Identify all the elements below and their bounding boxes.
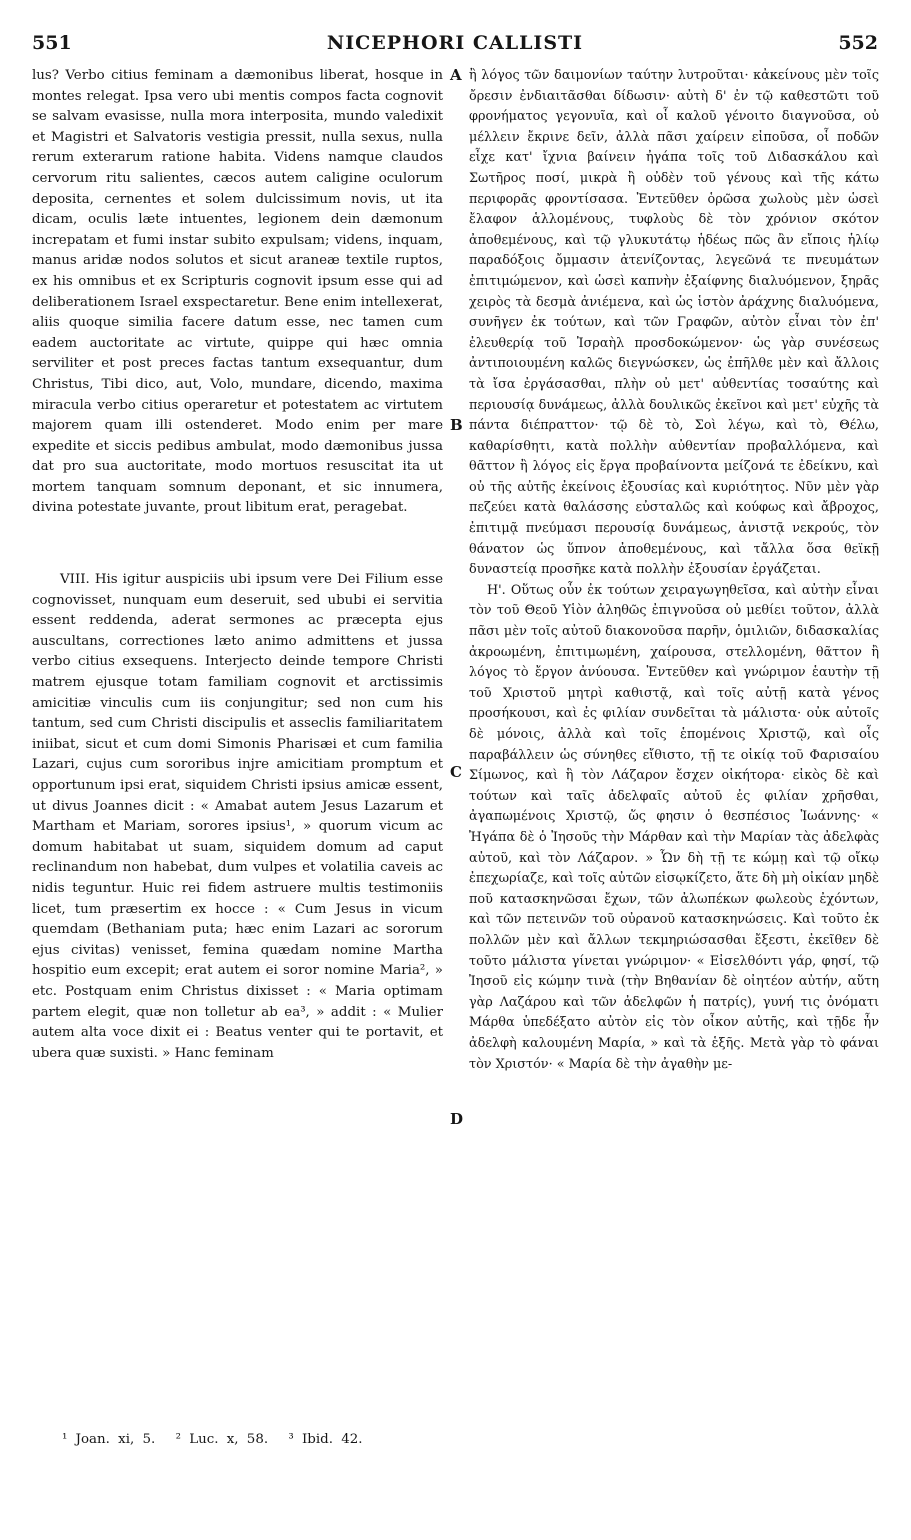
greek-column bbox=[469, 66, 879, 1075]
footnote: ² Luc. x, 58. bbox=[175, 1432, 269, 1447]
latin-column bbox=[32, 66, 443, 1064]
margin-letter-b: B bbox=[450, 416, 463, 434]
left-page-number: 551 bbox=[32, 32, 72, 54]
footnotes bbox=[62, 1432, 375, 1447]
latin-paragraph: lus? Verbo citius feminam a dæmonibus liberat, hosque in montes relegat. Ipsa vero ubi mentis compos facta cognovit se salvam evasisse, nulla mora interposita, mundo valedixit et Magistri et Salvatoris vestigia pressit, nulla sexus, nulla rerum exterarum ratione habita. Videns namque claudos cervorum ritu salientes, cæcos autem caligine oculorum deposita, cernentes et solem dulcissimum novis, ut ita dicam, oculis læte intuentes, legionem dein dæmonum increpatam et fumi instar subito expulsam; videns, inquam, manus aridæ nodos solutos et sicut araneæ textile ruptos, ex his omnibus et ex Scripturis cognovit ipsum esse qui ad deliberationem Israel exspectaretur. Bene enim intellexerat, aliis quoque similia facere datum esse, nec tamen cum eadem auctoritate ac virtute, quippe qui hæc omnia serviliter et post preces factas tantum exsequantur, dum Christus, Tibi dico, aut, Volo, mundare, dicendo, maxima miracula verbo citius operaretur et potestatem ac virtutem majorem quam illi ostenderet. Modo enim per mare expedite et siccis pedibus ambulat, modo dæmonibus jussa dat pro sua auctoritate, modo mortuos resuscitat ita ut mortem tanquam somnum deponant, et sic innumera, divina potestate juvante, prout libitum erat, peragebat. bbox=[32, 68, 443, 516]
greek-paragraph: Η'. Οὕτως οὖν ἐκ τούτων χειραγωγηθεῖσα, καὶ αὐτὴν εἶναι τὸν τοῦ Θεοῦ Υἱὸν ἀληθῶς ἐπιγνοῦσα οὐ μεθίει τοῦτον, ἀλλὰ πᾶσι μὲν τοῖς αὐτοῦ διακονοῦσα παρῆν, ὁμιλιῶν, διδασκαλίας ἀκροωμένη, ἐπιτιμωμένη, χαίρουσα, στελλομένη, θᾶττον ἢ λόγος τὸ ἔργον ἀνύουσα. Ἐντεῦθεν καὶ γνώριμον ἑαυτὴν τῇ τοῦ Χριστοῦ μητρὶ καθιστᾷ, καὶ τοῖς αὐτῇ κατὰ γένος προσήκουσι, καὶ ἐς φιλίαν συνδεῖται τὰ μάλιστα· οὐκ αὐτοῖς δὲ μόνοις, ἀλλὰ καὶ τοῖς ἑπομένοις Χριστῷ, καὶ οἷς παραβάλλειν ὡς σύνηθες εἴθιστο, τῇ τε οἰκίᾳ τοῦ Φαρισαίου Σίμωνος, καὶ ἣ τὸν Λάζαρον ἔσχεν οἰκήτορα· εἰκὸς δὲ καὶ τούτων καὶ ταῖς ἀδελφαῖς αὐτοῦ ἐς φιλίαν χρῆσθαι, ἀγαπωμένοις Χριστῷ, ὥς φησιν ὁ θεσπέσιος Ἰωάννης· « Ἠγάπα δὲ ὁ Ἰησοῦς τὴν Μάρθαν καὶ τὴν Μαρίαν τὰς ἀδελφὰς αὐτοῦ, καὶ τὸν Λάζαρον. » Ὧν δὴ τῇ τε κώμῃ καὶ τῷ οἴκῳ ἐπεχωρίαζε, καὶ τοῖς αὐτῶν εἰσῳκίζετο, ἅτε δὴ μὴ οἰκίαν μηδὲ ποῦ κατασκηνῶσαι ἔχων, τῶν ἀλωπέκων φωλεοὺς ἐχόντων, καὶ τῶν πετεινῶν τοῦ οὐρανοῦ κατασκηνώσεις. Καὶ τοῦτο ἐκ πολλῶν μὲν καὶ ἄλλων τεκμηριώσασθαι ἔξεστι, ἐκεῖθεν δὲ τοῦτο μάλιστα γίνεται γνώριμον· « Εἰσελθόντι γάρ, φησί, τῷ Ἰησοῦ εἰς κώμην τινὰ (τὴν Βηθανίαν δὲ οἰητέον αὐτήν, αὕτη γὰρ Λαζάρου καὶ τῶν ἀδελφῶν ἡ πατρίς), γυνή τις ὀνόματι Μάρθα ὑπεδέξατο αὐτὸν εἰς τὸν οἶκον αὐτῆς, καὶ τῇδε ἦν ἀδελφὴ καλουμένη Μαρία, » καὶ τὰ ἑξῆς. Μετὰ γὰρ τὸ φάναι τὸν Χριστόν· « Μαρία δὲ τὴν ἀγαθὴν με- bbox=[469, 582, 879, 1072]
latin-paragraph: VIII. His igitur auspiciis ubi ipsum vere Dei Filium esse cognovisset, nunquam eum deseruit, sed ububi ei servitia essent reddenda, aderat sermones ac præcepta ejus auscultans, correctiones læto animo admittens et jussa verbo citius exsequens. Interjecto deinde tempore Christi matrem ejusque totam familiam cognovit et arctissimis amicitiæ vinculis cum iis conjungitur; sed non cum his tantum, sed cum Christi discipulis et asseclis familiaritatem iniibat, sicut et cum domi Simonis Pharisæi et cum familia Lazari, cujus cum sororibus injre amicitiam promptum et opportunum ipsi erat, siquidem Christi ipsius amicæ essent, ut divus Joannes dicit : « Amabat autem Jesus Lazarum et Martham et Mariam, sorores ipsius¹, » quorum vicum ac domum habitabat ut suam, siquidem domum ad caput reclinandum non habebat, dum vulpes et volatilia caveis ac nidis teguntur. Huic rei fidem astruere multis testimoniis licet, tum præsertim ex hocce : « Cum Jesus in vicum quemdam (Bethaniam puta; hæc enim Lazari ac sororum ejus civitas) venisset, femina quædam nomine Martha hospitio eum excepit; erat autem ei soror nomine Maria², » etc. Postquam enim Christus dixisset : « Maria optimam partem elegit, quæ non tolletur ab ea³, » addit : « Mulier autem alta voce dixit ei : Beatus venter qui te portavit, et ubera quæ suxisti. » Hanc feminam bbox=[32, 572, 443, 1061]
margin-letter-d: D bbox=[450, 1110, 464, 1128]
greek-paragraph: ἢ λόγος τῶν δαιμονίων ταύτην λυτροῦται· κἀκείνους μὲν τοῖς ὄρεσιν ἐνδιαιτᾶσθαι δίδωσιν· αὐτὴ δ' ἐν τῷ καθεστῶτι τοῦ φρονήματος γεγονυῖα, καὶ οἷ καλοῦ γένοιτο διαγνοῦσα, οὐ μέλλειν ἔκρινε δεῖν, ἀλλὰ πᾶσι χαίρειν εἰποῦσα, οἷ ποδῶν εἶχε κατ' ἴχνια βαίνειν ἠγάπα τοῖς τοῦ Διδασκάλου καὶ Σωτῆρος ποσί, μικρὰ ἢ οὐδὲν τοῦ γένους καὶ τῆς κάτω περιφορᾶς φροντίσασα. Ἐντεῦθεν ὁρῶσα χωλοὺς μὲν ὡσεὶ ἔλαφον ἁλλομένους, τυφλοὺς δὲ τὸν χρόνιον σκότον ἀποθεμένους, καὶ τῷ γλυκυτάτῳ ἡδέως πῶς ἂν εἴποις ἡλίῳ παραδόξοις ὄμμασιν ἀτενίζοντας, λεγεῶνά τε πνευμάτων ἐπιτιμώμενον, καὶ ὡσεὶ καπνὴν ἐξαίφνης διαλυόμενον, ξηρᾶς χειρὸς τὰ δεσμὰ ἀνιέμενα, καὶ ὡς ἱστὸν ἀράχνης διαλυόμενα, συνῆγεν ἐκ τούτων, καὶ τῶν Γραφῶν, αὐτὸν εἶναι τὸν ἐπ' ἐλευθερίᾳ τοῦ Ἰσραὴλ προσδοκώμενον· ὡς γὰρ συνέσεως ἀντιποιουμένη καλῶς διεγνώσκεν, ὡς ἐπῆλθε μὲν καὶ ἄλλοις τὰ ἴσα ἐργάσασθαι, πλὴν οὐ μετ' αὐθεντίας τοσαύτης καὶ περιουσίᾳ δυνάμεως, ἀλλὰ δουλικῶς ἐκεῖνοι καὶ μετ' εὐχῆς τὰ πάντα διέπραττον· τῷ δὲ τὸ, Σοὶ λέγω, καὶ τὸ, Θέλω, καθαρίσθητι, κατὰ πολλὴν αὐθεντίαν προβαλλόμενα, καὶ θᾶττον ἢ λόγος εἰς ἔργα προβαίνοντα μείζονά τε ἐδείκνυ, καὶ οὐ τῆς αὐτῆς ἐκείνοις ἐξουσίας καὶ κυριότητος. Νῦν μὲν γὰρ πεζεύει κατὰ θαλάσσης εὐσταλῶς καὶ κούφως καὶ ἄβροχος, ἐπιτιμᾷ πνεύμασι περουσίᾳ δυνάμεως, ἀνιστᾷ νεκρούς, τὸν θάνατον ὡς ὕπνον ἀποθεμένους, καὶ τἄλλα ὅσα θεϊκῇ δυναστείᾳ προσῆκε κατὰ πολλὴν ἐξουσίαν ἐργάζεται. bbox=[469, 68, 879, 578]
running-header bbox=[32, 32, 878, 58]
running-title: NICEPHORI CALLISTI bbox=[326, 32, 584, 54]
right-page-number: 552 bbox=[838, 32, 878, 54]
margin-letter-a: A bbox=[450, 66, 462, 84]
margin-letter-c: C bbox=[450, 763, 462, 781]
footnote: ³ Ibid. 42. bbox=[288, 1432, 363, 1447]
footnote: ¹ Joan. xi, 5. bbox=[62, 1432, 156, 1447]
